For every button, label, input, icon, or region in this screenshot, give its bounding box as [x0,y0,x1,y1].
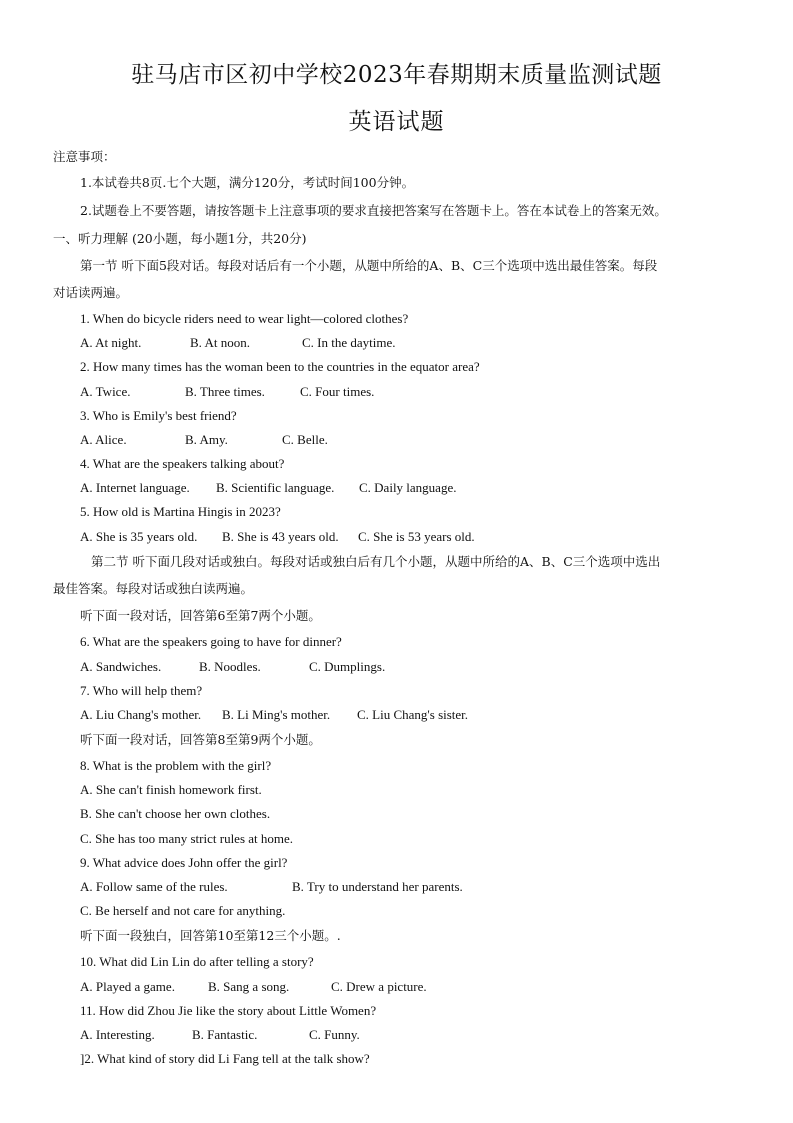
question-7: 7. Who will help them? [80,683,203,698]
q6-option-c: C. Dumplings. [309,659,386,674]
section-heading: 一、听力理解 (20小题，每小题1分，共20分) [53,231,307,246]
q4-option-a: A. Internet language. [80,480,190,495]
q10-option-b: B. Sang a song. [208,979,290,994]
question-5: 5. How old is Martina Hingis in 2023? [80,504,281,519]
q6-option-a: A. Sandwiches. [80,659,162,674]
q9-option-b: B. Try to understand her parents. [292,879,463,894]
q2-option-a: A. Twice. [80,384,131,399]
q10-option-c: C. Drew a picture. [331,979,427,994]
question-8: 8. What is the problem with the girl? [80,758,272,773]
q7-option-c: C. Liu Chang's sister. [357,707,469,722]
question-10: 10. What did Lin Lin do after telling a story? [80,954,314,969]
q11-option-a: A. Interesting. [80,1027,155,1042]
notes-item-1: 1.本试卷共8页.七个大题，满分120分，考试时间100分钟。 [80,175,415,190]
q11-option-b: B. Fantastic. [192,1027,258,1042]
q8-option-a: A. She can't finish homework first. [80,782,262,797]
question-9: 9. What advice does John offer the girl? [80,855,288,870]
q4-option-c: C. Daily language. [359,480,457,495]
q5-option-b: B. She is 43 years old. [222,529,339,544]
q3-option-c: C. Belle. [282,432,328,447]
q7-option-a: A. Liu Chang's mother. [80,707,202,722]
q4-option-b: B. Scientific language. [216,480,335,495]
q5-option-c: C. She is 53 years old. [358,529,475,544]
q10-option-a: A. Played a game. [80,979,175,994]
exam-subtitle: 英语试题 [348,109,445,135]
part1-instruction-line2: 对话读两遍。 [53,285,129,300]
q1-option-c: C. In the daytime. [302,335,396,350]
instruction-q6-q7: 听下面一段对话，回答第6至第7两个小题。 [80,608,321,623]
question-12: ]2. What kind of story did Li Fang tell at the talk show? [80,1051,370,1066]
q8-option-c: C. She has too many strict rules at home. [80,831,294,846]
q5-option-a: A. She is 35 years old. [80,529,198,544]
q6-option-b: B. Noodles. [199,659,261,674]
part1-instruction-line1: 第一节 听下面5段对话。每段对话后有一个小题，从题中所给的A、B、C三个选项中选出最佳答案。每段 [80,258,658,273]
question-11: 11. How did Zhou Jie like the story about Little Women? [80,1003,377,1018]
instruction-q10-q12: 听下面一段独白，回答第10至第12三个小题。. [80,928,341,943]
q3-option-b: B. Amy. [185,432,228,447]
q9-option-a: A. Follow same of the rules. [80,879,228,894]
question-3: 3. Who is Emily's best friend? [80,408,237,423]
q9-option-c: C. Be herself and not care for anything. [80,903,286,918]
q1-option-a: A. At night. [80,335,142,350]
exam-title: 驻马店市区初中学校2023年春期期末质量监测试题 [131,62,662,88]
q8-option-b: B. She can't choose her own clothes. [80,806,271,821]
q2-option-c: C. Four times. [300,384,375,399]
question-4: 4. What are the speakers talking about? [80,456,285,471]
q2-option-b: B. Three times. [185,384,265,399]
question-1: 1. When do bicycle riders need to wear light—colored clothes? [80,311,409,326]
instruction-q8-q9: 听下面一段对话，回答第8至第9两个小题。 [80,732,321,747]
notes-heading: 注意事项： [53,149,116,164]
part2-instruction-line1: 第二节 听下面几段对话或独白。每段对话或独白后有几个小题，从题中所给的A、B、C三个选项中选出 [91,554,661,569]
question-6: 6. What are the speakers going to have for dinner? [80,634,342,649]
q3-option-a: A. Alice. [80,432,127,447]
q7-option-b: B. Li Ming's mother. [222,707,331,722]
question-2: 2. How many times has the woman been to the countries in the equator area? [80,359,480,374]
q1-option-b: B. At noon. [190,335,250,350]
part2-instruction-line2: 最佳答案。每段对话或独白读两遍。 [53,581,254,596]
q11-option-c: C. Funny. [309,1027,360,1042]
notes-item-2: 2.试题卷上不要答题，请按答题卡上注意事项的要求直接把答案写在答题卡上。答在本试卷上的答案无效。 [80,203,667,218]
